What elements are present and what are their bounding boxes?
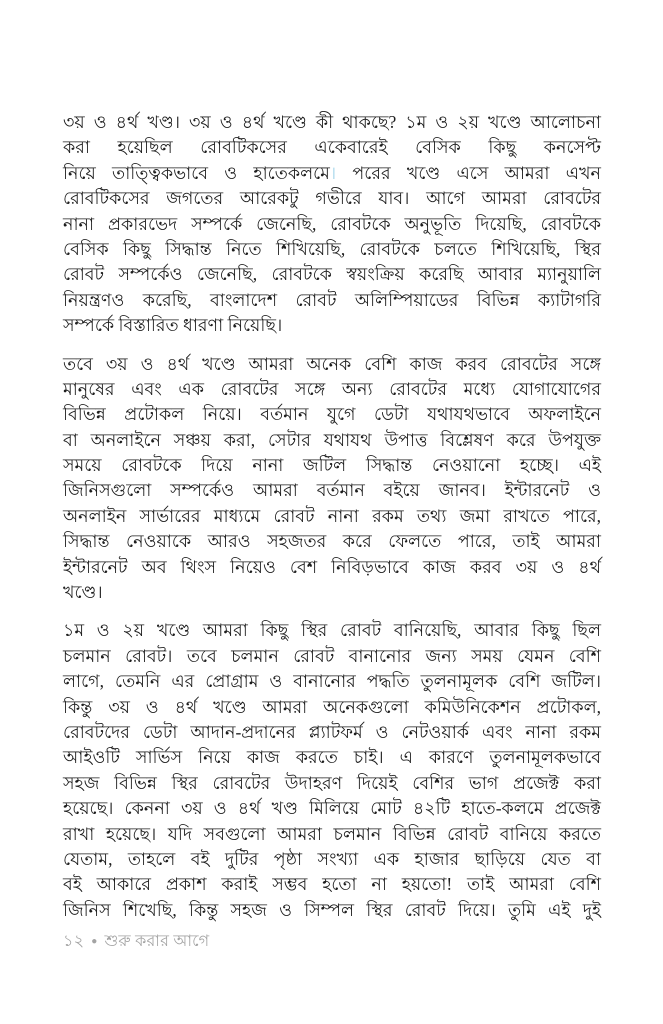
text-line: আইওটি সার্ভিস নিয়ে কাজ করতে চাই। এ কারণে তুলনামূলকভাবে xyxy=(63,747,601,768)
text-line: ইন্টারনেট অব থিংস নিয়েও বেশ নিবিড়ভাবে কাজ করব ৩য় ও ৪র্থ xyxy=(63,556,601,577)
paragraph xyxy=(63,352,601,606)
paragraph xyxy=(63,110,601,339)
text-line: রোবট সম্পর্কেও জেনেছি, রোবটকে স্বয়ংক্রিয় করেছি আবার ম্যানুয়ালি xyxy=(63,264,601,285)
text-line: বেসিক কিছু সিদ্ধান্ত নিতে শিখিয়েছি, রোবটকে চলতে শিখিয়েছি, স্থির xyxy=(63,238,601,259)
text-line: ৩য় ও ৪র্থ খণ্ড। ৩য় ও ৪র্থ খণ্ডে কী থাকছে? ১ম ও ২য় খণ্ডে আলোচনা xyxy=(63,112,601,132)
paragraph xyxy=(63,618,601,923)
text-line: রোবটদের ডেটা আদান-প্রদানের প্ল্যাটফর্ম ও নেটওয়ার্ক এবং নানা রকম xyxy=(63,721,601,742)
text-line: রাখা হয়েছে। যদি সবগুলো আমরা চলমান বিভিন্ন রোবট বানিয়ে করতে xyxy=(63,823,601,844)
text-line: সহজ বিভিন্ন স্থির রোবটের উদাহরণ দিয়েই বেশির ভাগ প্রজেক্ট করা xyxy=(63,772,601,793)
text-line: রোবটিকসের জগতের আরেকটু গভীরে যাব। আগে আমরা রোবটের xyxy=(63,188,601,209)
text-line: কিন্তু ৩য় ও ৪র্থ খণ্ডে আমরা অনেকগুলো কমিউনিকেশন প্রটোকল, xyxy=(63,696,601,717)
text-segment: পরের খণ্ডে এসে আমরা এখন xyxy=(336,162,601,183)
text-block xyxy=(63,110,601,923)
text-line: যেতাম, তাহলে বই দুটির পৃষ্ঠা সংখ্যা এক হাজার ছাড়িয়ে যেত বা xyxy=(63,848,601,869)
text-line: অনলাইন সার্ভারের মাধ্যমে রোবট নানা রকম তথ্য জমা রাখতে পারে, xyxy=(63,505,601,526)
text-line: করা হয়েছিল রোবটিকসের একেবারেই বেসিক কিছু কনসেপ্ট xyxy=(63,137,601,158)
text-line: বই আকারে প্রকাশ করাই সম্ভব হতো না হয়তো! তাই আমরা বেশি xyxy=(63,874,601,895)
text-line: মানুষের এবং এক রোবটের সঙ্গে অন্য রোবটের মধ্যে যোগাযোগের xyxy=(63,378,601,399)
section-title: শুরু করার আগে xyxy=(104,933,210,950)
text-line: বা অনলাইনে সঞ্চয় করা, সেটার যথাযথ উপাত্ত বিশ্লেষণ করে উপযুক্ত xyxy=(63,429,601,450)
text-line: নিয়ন্ত্রণও করেছি, বাংলাদেশ রোবট অলিম্পিয়াডের বিভিন্ন ক্যাটাগরি xyxy=(63,289,601,310)
text-line: সম্পর্কে বিস্তারিত ধারণা নিয়েছি। xyxy=(63,315,283,336)
text-line: সিদ্ধান্ত নেওয়াকে আরও সহজতর করে ফেলতে পারে, তাই আমরা xyxy=(63,531,601,552)
text-line: জিনিসগুলো সম্পর্কেও আমরা বর্তমান বইয়ে জানব। ইন্টারনেট ও xyxy=(63,480,601,501)
text-line: তবে ৩য় ও ৪র্থ খণ্ডে আমরা অনেক বেশি কাজ করব রোবটের সঙ্গে xyxy=(63,353,601,374)
highlighted-mark: । xyxy=(329,162,337,183)
text-line: চলমান রোবট। তবে চলমান রোবট বানানোর জন্য সময় যেমন বেশি xyxy=(63,645,601,666)
text-line: ১ম ও ২য় খণ্ডে আমরা কিছু স্থির রোবট বানিয়েছি, আবার কিছু ছিল xyxy=(63,620,601,641)
text-line: সময়ে রোবটকে দিয়ে নানা জটিল সিদ্ধান্ত নেওয়ানো হচ্ছে। এই xyxy=(63,455,601,476)
text-line: লাগে, তেমনি এর প্রোগ্রাম ও বানানোর পদ্ধতি তুলনামূলক বেশি জটিল। xyxy=(63,671,601,692)
text-line xyxy=(63,161,601,186)
page-footer xyxy=(63,928,209,955)
text-line: হয়েছে। কেননা ৩য় ও ৪র্থ খণ্ড মিলিয়ে মোট ৪২টি হাতে-কলমে প্রজেক্ট xyxy=(63,798,601,819)
text-line: জিনিস শিখেছি, কিন্তু সহজ ও সিম্পল স্থির রোবট দিয়ে। তুমি এই দুই xyxy=(63,899,601,920)
text-line: নানা প্রকারভেদ সম্পর্কে জেনেছি, রোবটকে অনুভূতি দিয়েছি, রোবটকে xyxy=(63,213,601,234)
text-line: খণ্ডে। xyxy=(63,582,103,603)
text-line: বিভিন্ন প্রটোকল নিয়ে। বর্তমান যুগে ডেটা যথাযথভাবে অফলাইনে xyxy=(63,404,601,425)
bullet-icon: ● xyxy=(91,936,98,947)
page-number: ১২ xyxy=(63,933,85,950)
text-segment: নিয়ে তাত্ত্বিকভাবে ও হাতেকলমে xyxy=(63,162,330,183)
